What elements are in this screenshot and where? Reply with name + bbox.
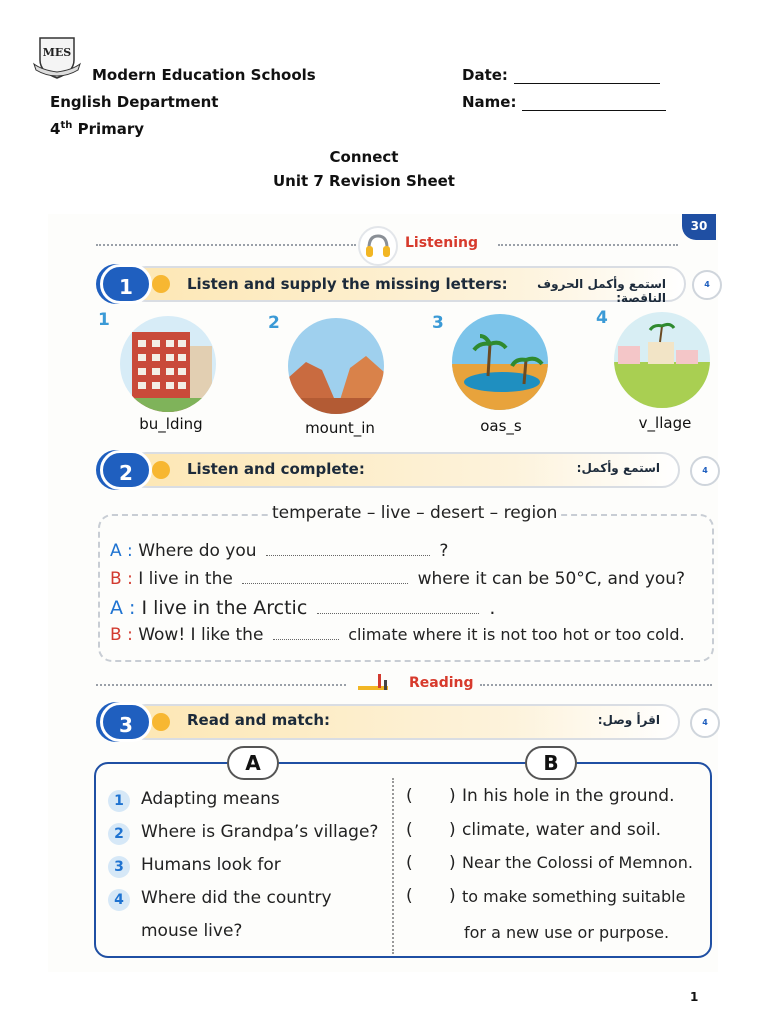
picture-number: 2 bbox=[268, 313, 280, 333]
match-b-item: to make something suitable bbox=[462, 887, 686, 906]
match-b-item: In his hole in the ground. bbox=[462, 786, 675, 806]
speaker-colon: : bbox=[127, 541, 133, 561]
answer-blank-3[interactable] bbox=[317, 602, 479, 614]
divider-dots bbox=[480, 684, 712, 686]
exercise-1-instruction: Listen and supply the missing letters: bbox=[187, 275, 508, 293]
dialogue-text: climate where it is not too hot or too cold. bbox=[348, 625, 685, 644]
dialogue-line-4 bbox=[110, 625, 685, 645]
exercise-dot bbox=[152, 461, 170, 479]
name-label: Name: bbox=[462, 93, 517, 111]
answer-blank-4[interactable] bbox=[273, 628, 339, 640]
picture-number: 3 bbox=[432, 313, 444, 333]
answer-paren-close: ) bbox=[449, 786, 456, 806]
answer-paren-open: ( bbox=[406, 820, 413, 840]
page-number: 1 bbox=[690, 990, 699, 1004]
exercise-3-number: 3 bbox=[100, 702, 152, 742]
logo-text: MES bbox=[42, 46, 72, 59]
dialogue-text: where it can be 50°C, and you? bbox=[417, 569, 686, 589]
headphones-icon bbox=[358, 226, 398, 266]
dialogue-text: . bbox=[489, 597, 496, 619]
match-a-item-continued: mouse live? bbox=[141, 921, 243, 941]
divider-dots bbox=[96, 684, 346, 686]
exercise-dot bbox=[152, 275, 170, 293]
answer-box-2[interactable] bbox=[418, 820, 448, 840]
date-line[interactable] bbox=[514, 68, 660, 84]
building-picture bbox=[120, 316, 216, 412]
exercise-3-instruction: Read and match: bbox=[187, 711, 331, 729]
speaker-b: B bbox=[110, 625, 122, 645]
answer-paren-close: ) bbox=[449, 820, 456, 840]
answer-paren-open: ( bbox=[406, 886, 413, 906]
word-building: bu_lding bbox=[139, 415, 203, 433]
dialogue-text: Where do you bbox=[138, 541, 257, 561]
speaker-colon: : bbox=[129, 597, 136, 619]
dialogue-text: ? bbox=[439, 541, 449, 561]
dialogue-line-2 bbox=[110, 569, 685, 589]
match-a-number: 3 bbox=[108, 856, 130, 878]
reading-label: Reading bbox=[409, 675, 474, 691]
match-a-item: Where did the country bbox=[141, 888, 332, 908]
column-a-header: A bbox=[227, 746, 279, 780]
dialogue-text: I live in the Arctic bbox=[141, 597, 308, 619]
exercise-2-badge: 4 bbox=[690, 456, 720, 486]
exercise-3-arabic: اقرأ وصل: bbox=[597, 713, 660, 727]
oasis-picture bbox=[452, 314, 548, 410]
match-a-number: 1 bbox=[108, 790, 130, 812]
answer-box-4[interactable] bbox=[418, 886, 448, 906]
word-bank: temperate – live – desert – region bbox=[268, 503, 561, 523]
book-page-number: 30 bbox=[682, 214, 716, 240]
exercise-1-arabic: استمع وأكمل الحروف الناقصة: bbox=[537, 277, 666, 305]
school-name: Modern Education Schools bbox=[92, 66, 316, 84]
answer-paren-open: ( bbox=[406, 853, 413, 873]
exercise-2-number: 2 bbox=[100, 450, 152, 490]
mountain-picture bbox=[288, 318, 384, 414]
word-oasis: oas_s bbox=[480, 417, 522, 435]
match-a-item: Adapting means bbox=[141, 789, 280, 809]
pen-book-icon bbox=[352, 668, 398, 700]
date-field[interactable] bbox=[462, 66, 660, 84]
dialogue-line-3 bbox=[110, 597, 495, 619]
sheet-subtitle: Unit 7 Revision Sheet bbox=[273, 172, 455, 190]
column-divider bbox=[392, 778, 394, 954]
exercise-dot bbox=[152, 713, 170, 731]
speaker-a: A bbox=[110, 597, 123, 619]
speaker-colon: : bbox=[127, 625, 133, 645]
picture-number: 1 bbox=[98, 310, 110, 330]
answer-box-3[interactable] bbox=[418, 853, 448, 873]
speaker-colon: : bbox=[127, 569, 133, 589]
dialogue-text: Wow! I like the bbox=[138, 625, 264, 645]
name-field[interactable] bbox=[462, 93, 666, 111]
date-label: Date: bbox=[462, 66, 508, 84]
match-a-item: Where is Grandpa’s village? bbox=[141, 822, 379, 842]
match-a-number: 4 bbox=[108, 889, 130, 911]
exercise-1-badge: 4 bbox=[692, 270, 722, 300]
exercise-2-arabic: استمع وأكمل: bbox=[576, 461, 660, 475]
dialogue-line-1 bbox=[110, 541, 448, 561]
match-b-item: climate, water and soil. bbox=[462, 820, 662, 840]
answer-paren-close: ) bbox=[449, 886, 456, 906]
match-b-item-continued: for a new use or purpose. bbox=[464, 923, 670, 942]
listening-label: Listening bbox=[405, 235, 478, 251]
dialogue-text: I live in the bbox=[138, 569, 233, 589]
department: English Department bbox=[50, 93, 219, 111]
exercise-2-instruction: Listen and complete: bbox=[187, 460, 365, 478]
name-line[interactable] bbox=[522, 95, 666, 111]
school-logo bbox=[32, 34, 82, 80]
answer-box-1[interactable] bbox=[418, 786, 448, 806]
answer-paren-close: ) bbox=[449, 853, 456, 873]
grade-number: 4 bbox=[50, 120, 61, 138]
speaker-a: A bbox=[110, 541, 122, 561]
answer-blank-2[interactable] bbox=[242, 572, 408, 584]
village-picture bbox=[614, 312, 710, 408]
match-a-number: 2 bbox=[108, 823, 130, 845]
grade-suffix: th bbox=[60, 120, 73, 131]
column-b-header: B bbox=[525, 746, 577, 780]
exercise-3-badge: 4 bbox=[690, 708, 720, 738]
picture-number: 4 bbox=[596, 308, 608, 328]
match-a-item: Humans look for bbox=[141, 855, 281, 875]
grade bbox=[50, 120, 144, 138]
word-village: v_llage bbox=[638, 414, 692, 432]
sheet-title: Connect bbox=[329, 148, 399, 166]
match-b-item: Near the Colossi of Memnon. bbox=[462, 853, 693, 872]
divider-dots bbox=[96, 244, 356, 246]
exercise-1-number: 1 bbox=[100, 264, 152, 304]
answer-paren-open: ( bbox=[406, 786, 413, 806]
speaker-b: B bbox=[110, 569, 122, 589]
grade-word: Primary bbox=[77, 120, 145, 138]
divider-dots bbox=[498, 244, 678, 246]
word-mountain: mount_in bbox=[305, 419, 375, 437]
answer-blank-1[interactable] bbox=[266, 544, 430, 556]
